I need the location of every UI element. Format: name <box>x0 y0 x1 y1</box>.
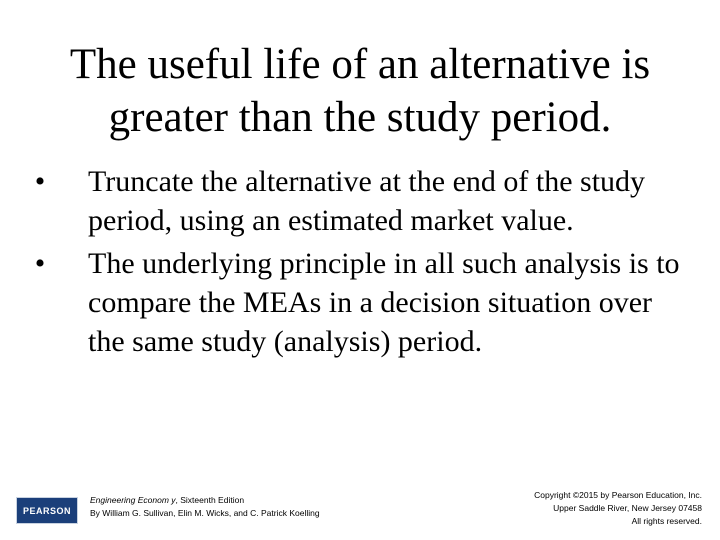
copyright-line: All rights reserved. <box>631 516 702 526</box>
book-title: Engineering Econom y <box>90 495 176 505</box>
bullet-text: The underlying principle in all such analysis is to compare the MEAs in a decision situation over the same study (analysis) period. <box>88 247 680 358</box>
copyright-notice <box>442 489 702 528</box>
bullet-item <box>30 244 690 361</box>
slide-title: The useful life of an alternative is greater than the study period. <box>69 41 651 141</box>
bullet-list <box>30 162 690 365</box>
pearson-logo: PEARSON <box>16 497 78 524</box>
book-edition: , Sixteenth Edition <box>175 495 245 505</box>
copyright-line: Upper Saddle River, New Jersey 07458 <box>553 503 702 513</box>
book-citation <box>90 494 390 520</box>
book-authors: By William G. Sullivan, Elin M. Wicks, and C. Patrick Koelling <box>90 508 320 518</box>
bullet-text: Truncate the alternative at the end of the study period, using an estimated market value. <box>88 165 646 237</box>
bullet-marker-icon: • <box>34 165 46 198</box>
book-title-line <box>90 494 390 507</box>
copyright-line: Copyright ©2015 by Pearson Education, Inc. <box>534 490 702 500</box>
bullet-item <box>30 162 690 240</box>
bullet-marker-icon: • <box>34 247 46 280</box>
